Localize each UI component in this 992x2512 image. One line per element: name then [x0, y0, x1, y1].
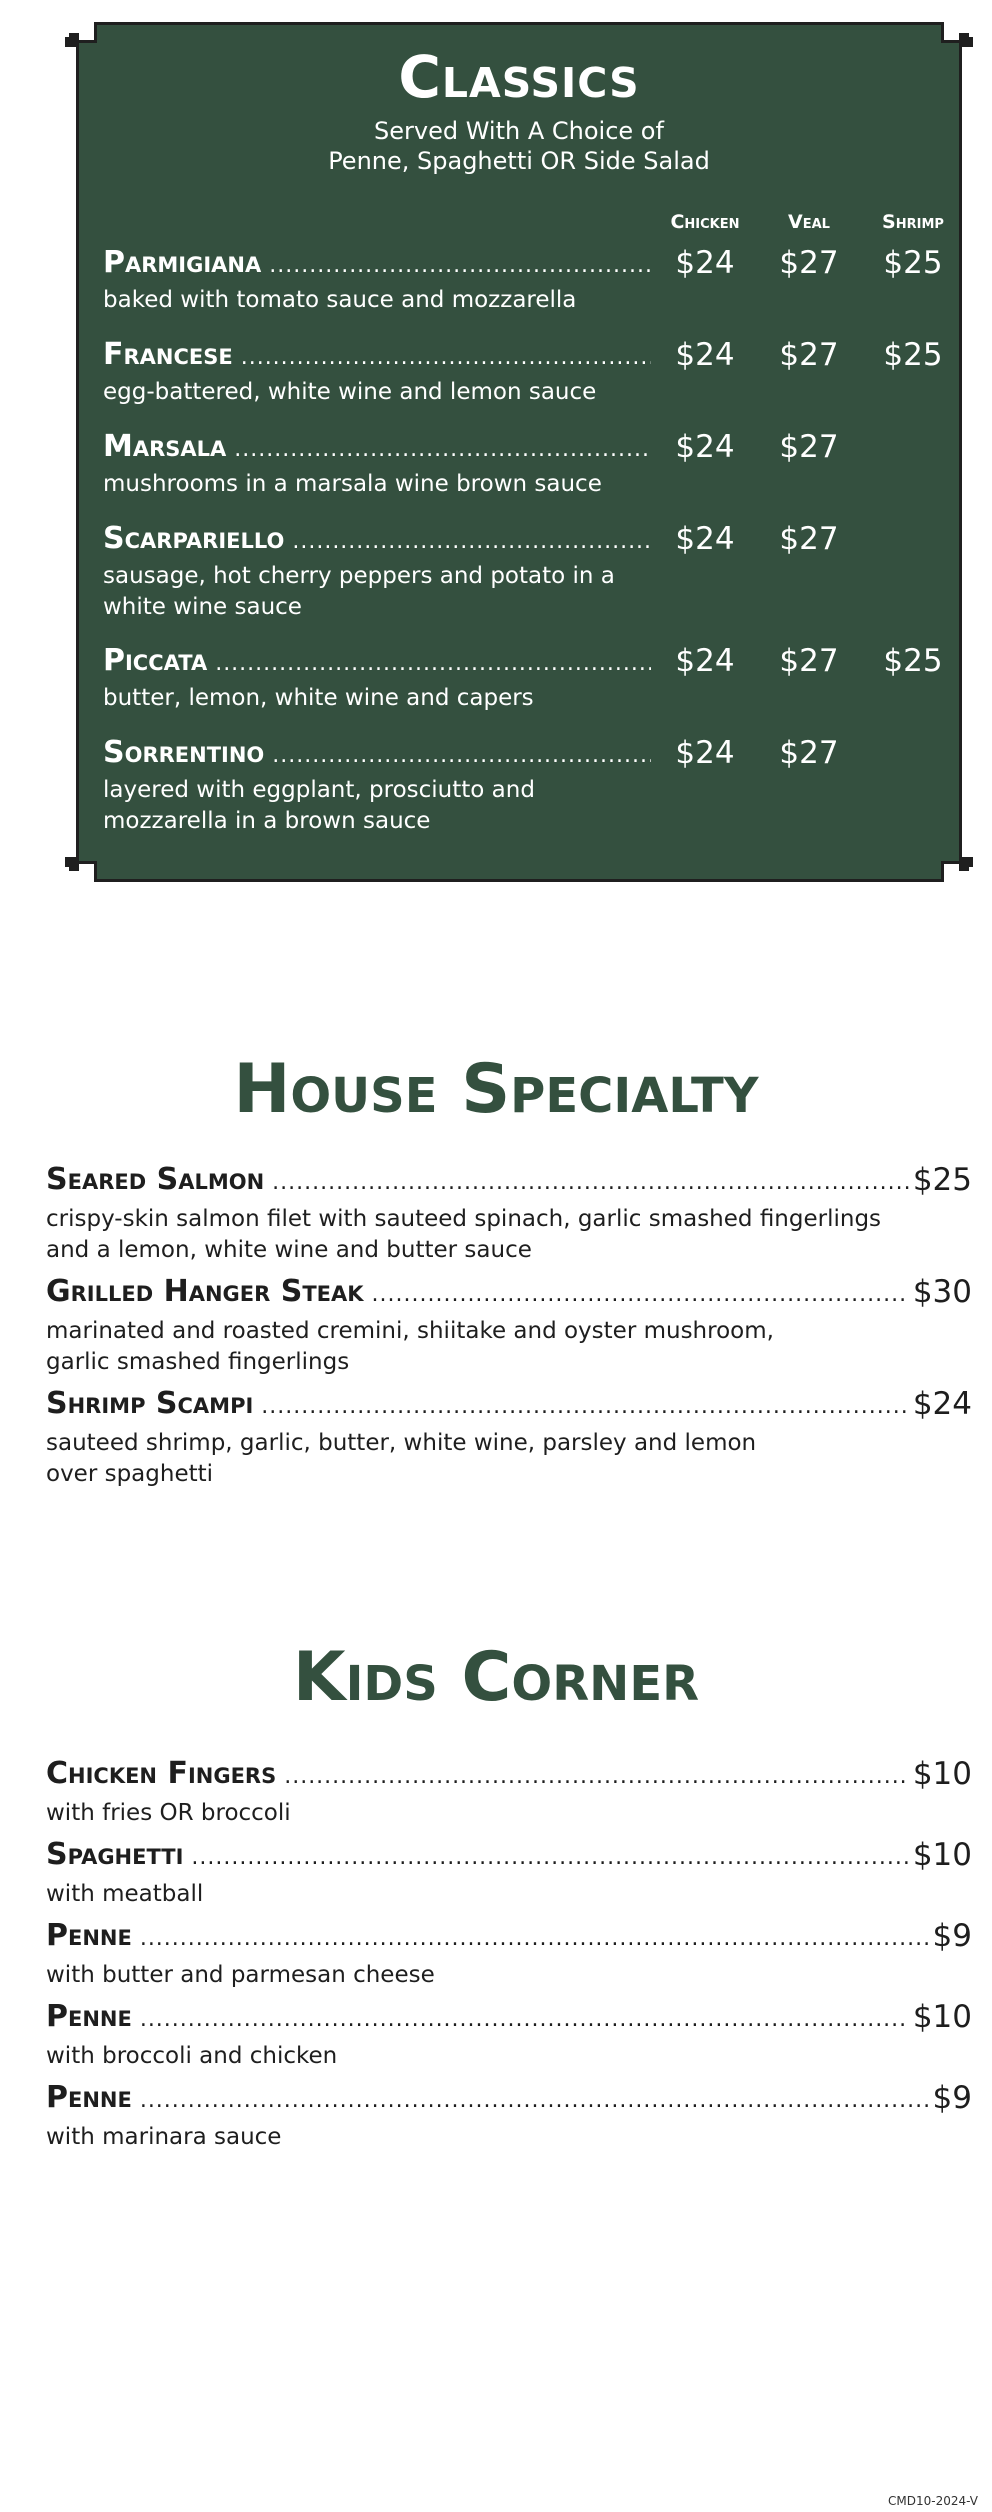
classics-dish: [103, 245, 943, 316]
item-name: Penne .....: [46, 1999, 972, 2034]
kids-item: [46, 2080, 972, 2153]
price-veal: $27: [779, 643, 839, 679]
dish-description: butter, lemon, white wine and capers: [103, 685, 534, 711]
item-price: $10: [909, 1756, 972, 1792]
price-veal: $27: [779, 429, 839, 465]
price-chicken: $24: [675, 735, 735, 771]
item-description: marinated and roasted cremini, shiitake and oyster mushroom,: [46, 1318, 774, 1344]
item-description: garlic smashed fingerlings: [46, 1349, 350, 1375]
column-header-chicken: Chicken: [670, 211, 740, 233]
kids-corner-title: Kids Corner: [292, 1638, 700, 1717]
item-description: and a lemon, white wine and butter sauce: [46, 1237, 532, 1263]
dish-description: baked with tomato sauce and mozzarella: [103, 287, 577, 313]
item-description: over spaghetti: [46, 1461, 214, 1487]
price-veal: $27: [779, 245, 839, 281]
item-price: $10: [909, 1837, 972, 1873]
price-chicken: $24: [675, 337, 735, 373]
item-description: crispy-skin salmon filet with sauteed spinach, garlic smashed fingerlings: [46, 1206, 882, 1232]
dish-description: mushrooms in a marsala wine brown sauce: [103, 471, 602, 497]
item-name: Spaghetti .....: [46, 1837, 972, 1872]
kids-item: [46, 1999, 972, 2072]
item-price: $9: [929, 2080, 972, 2116]
price-shrimp: $25: [883, 643, 943, 679]
item-price: $30: [909, 1274, 972, 1310]
dish-name: Marsala .....: [103, 429, 651, 464]
frame-corner-ornament: [959, 33, 973, 47]
dish-name: Scarpariello .....: [103, 521, 651, 556]
specialty-item: [46, 1162, 972, 1266]
dish-name: Piccata .....: [103, 643, 651, 678]
item-description: with broccoli and chicken: [46, 2043, 338, 2069]
price-veal: $27: [779, 337, 839, 373]
classics-dish: [103, 337, 943, 408]
kids-item: [46, 1837, 972, 1910]
dish-name: Francese .....: [103, 337, 651, 372]
column-header-veal: Veal: [788, 211, 830, 233]
item-description: with fries OR broccoli: [46, 1800, 291, 1826]
frame-notch: [76, 22, 97, 43]
item-description: sauteed shrimp, garlic, butter, white wine, parsley and lemon: [46, 1430, 757, 1456]
price-chicken: $24: [675, 521, 735, 557]
item-description: with meatball: [46, 1881, 204, 1907]
frame-notch: [76, 861, 97, 882]
dish-description: layered with eggplant, prosciutto and mozzarella in a brown sauce: [103, 777, 535, 834]
classics-dish: [103, 429, 923, 500]
document-code: CMD10-2024-V: [888, 2494, 978, 2508]
price-shrimp: $25: [883, 337, 943, 373]
frame-corner-ornament: [65, 857, 79, 871]
item-price: $25: [909, 1162, 972, 1198]
item-name: Penne .....: [46, 1918, 972, 1953]
dish-description: sausage, hot cherry peppers and potato in a white wine sauce: [103, 563, 615, 620]
classics-dish: [103, 735, 923, 837]
item-name: Grilled Hanger Steak .....: [46, 1274, 972, 1309]
dish-name: Parmigiana .....: [103, 245, 651, 280]
item-name: Seared Salmon .....: [46, 1162, 972, 1197]
item-price: $10: [909, 1999, 972, 2035]
item-name: Shrimp Scampi .....: [46, 1386, 972, 1421]
price-chicken: $24: [675, 429, 735, 465]
kids-item: [46, 1918, 972, 1991]
classics-dish: [103, 643, 943, 714]
frame-corner-ornament: [65, 33, 79, 47]
price-veal: $27: [779, 521, 839, 557]
item-description: with marinara sauce: [46, 2124, 282, 2150]
specialty-item: [46, 1386, 972, 1490]
price-chicken: $24: [675, 643, 735, 679]
item-price: $24: [909, 1386, 972, 1422]
item-name: Chicken Fingers .....: [46, 1756, 972, 1791]
classics-dish: [103, 521, 923, 623]
dish-name: Sorrentino .....: [103, 735, 651, 770]
column-header-shrimp: Shrimp: [882, 211, 944, 233]
classics-subtitle: Penne, Spaghetti OR Side Salad: [328, 147, 710, 175]
classics-panel: [76, 22, 962, 882]
house-specialty-title: House Specialty: [233, 1050, 759, 1129]
kids-item: [46, 1756, 972, 1829]
classics-subtitle: Served With A Choice of: [374, 117, 664, 145]
dish-description: egg-battered, white wine and lemon sauce: [103, 379, 597, 405]
price-veal: $27: [779, 735, 839, 771]
classics-title: Classics: [398, 43, 640, 111]
frame-corner-ornament: [959, 857, 973, 871]
price-shrimp: $25: [883, 245, 943, 281]
specialty-item: [46, 1274, 972, 1378]
item-price: $9: [929, 1918, 972, 1954]
item-name: Penne .....: [46, 2080, 972, 2115]
price-chicken: $24: [675, 245, 735, 281]
item-description: with butter and parmesan cheese: [46, 1962, 435, 1988]
